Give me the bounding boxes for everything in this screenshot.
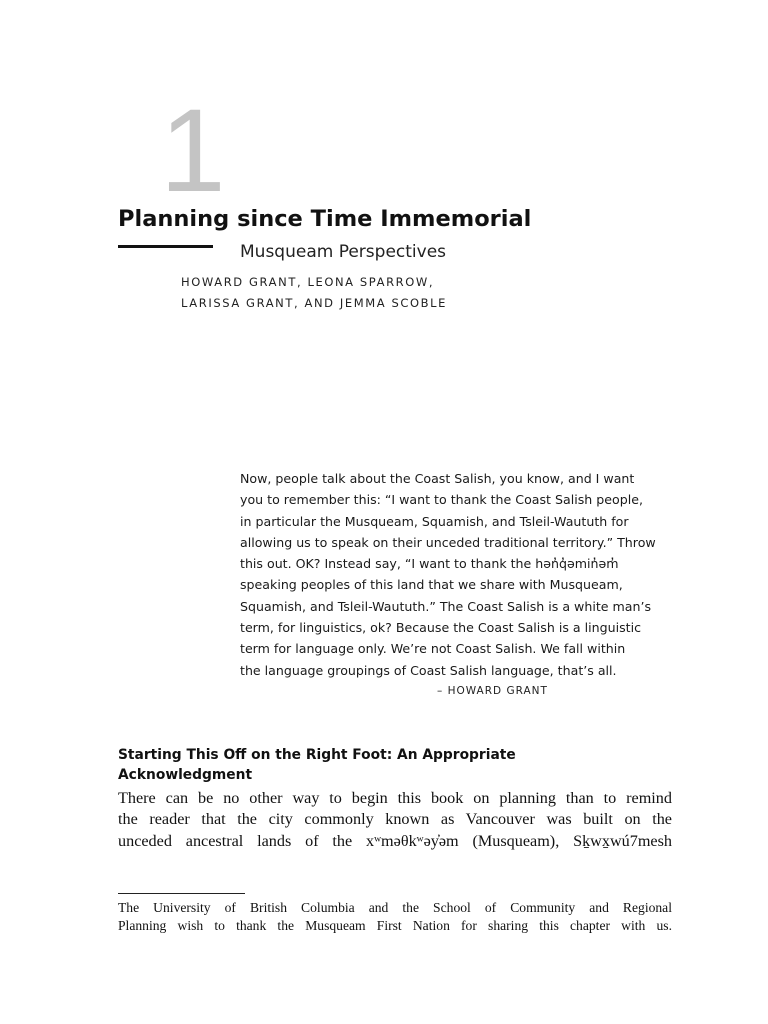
- chapter-subtitle: Musqueam Perspectives: [240, 242, 447, 262]
- footnote-line: Planning wish to thank the Musqueam First Nation for sharing this chapter with us.: [118, 918, 672, 933]
- body-line: the reader that the city commonly known as Vancouver was built on the: [118, 810, 672, 829]
- epigraph-line: term, for linguistics, ok? Because the Coast Salish is a linguistic: [240, 620, 641, 636]
- epigraph-line: Now, people talk about the Coast Salish, you know, and I want: [240, 471, 635, 486]
- footnote: [118, 899, 672, 935]
- body-text: [118, 788, 672, 852]
- chapter-number: 1: [160, 85, 226, 217]
- authors-line: LARISSA GRANT, AND JEMMA SCOBLE: [181, 296, 448, 310]
- epigraph-line: speaking peoples of this land that we share with Musqueam,: [240, 577, 623, 593]
- footnote-line: The University of British Columbia and the School of Community and Regional: [118, 900, 672, 915]
- section-heading-line: Starting This Off on the Right Foot: An Appropriate: [118, 747, 516, 763]
- epigraph-line: Squamish, and Tsleil-Waututh.” The Coast Salish is a white man’s: [240, 598, 652, 614]
- epigraph-line: allowing us to speak on their unceded traditional territory.” Throw: [240, 534, 656, 550]
- footnote-rule: [118, 893, 245, 894]
- epigraph-line: you to remember this: “I want to thank the Coast Salish people,: [240, 492, 643, 508]
- epigraph-line: in particular the Musqueam, Squamish, and Tsleil-Waututh for: [240, 513, 629, 529]
- body-line: unceded ancestral lands of the xʷməθkʷəy̓əm (Musqueam), Sḵwx̱wú7mesh: [118, 831, 672, 850]
- title-rule: [118, 245, 213, 248]
- body-line: There can be no other way to begin this book on planning than to remind: [118, 789, 672, 807]
- chapter-title: Planning since Time Immemorial: [118, 206, 532, 232]
- epigraph-line: term for language only. We’re not Coast Salish. We fall within: [240, 641, 626, 657]
- chapter-authors: [181, 272, 447, 314]
- epigraph-line: the language groupings of Coast Salish language, that’s all.: [240, 662, 617, 678]
- epigraph: [240, 468, 680, 681]
- epigraph-line: this out. OK? Instead say, “I want to thank the hən̓q̓əmin̓əm̓: [240, 556, 619, 572]
- section-heading-line: Acknowledgment: [118, 767, 253, 783]
- epigraph-attribution: – HOWARD GRANT: [437, 685, 548, 697]
- authors-line: HOWARD GRANT, LEONA SPARROW,: [181, 275, 435, 289]
- section-heading: [118, 745, 516, 785]
